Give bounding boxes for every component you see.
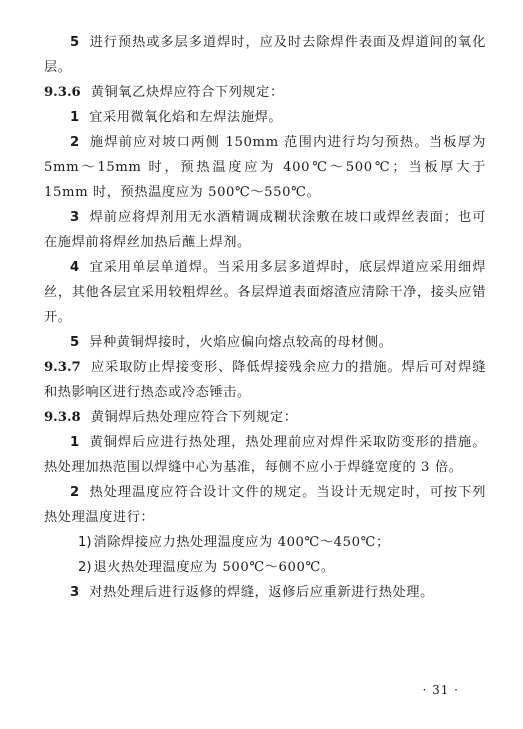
item-paragraph bbox=[44, 130, 486, 205]
paragraph-text: 应采取防止焊接变形、降低焊接残余应力的措施。焊后可对焊缝和热影响区进行热态或冷态锤击。 bbox=[44, 360, 486, 400]
paragraph-text: 异种黄铜焊接时，火焰应偏向熔点较高的母材侧。 bbox=[89, 335, 393, 350]
sub-item-paragraph bbox=[44, 530, 486, 555]
clause-number: 9.3.7 bbox=[44, 360, 81, 375]
item-paragraph bbox=[44, 255, 486, 330]
paragraph-text: 进行预热或多层多道焊时，应及时去除焊件表面及焊道间的氧化层。 bbox=[44, 35, 486, 75]
item-paragraph bbox=[44, 580, 486, 605]
item-number: 1) bbox=[78, 535, 92, 550]
paragraph-text: 热处理温度应符合设计文件的规定。当设计无规定时，可按下列热处理温度进行： bbox=[44, 485, 486, 525]
clause-paragraph bbox=[44, 405, 486, 430]
item-paragraph bbox=[44, 480, 486, 530]
item-number: 2 bbox=[70, 485, 80, 500]
sub-item-paragraph bbox=[44, 555, 486, 580]
page-number: · 31 · bbox=[422, 683, 459, 697]
item-number: 3 bbox=[70, 210, 80, 225]
paragraph-text: 消除焊接应力热处理温度应为 400℃～450℃； bbox=[93, 535, 390, 550]
item-paragraph bbox=[44, 30, 486, 80]
document-body bbox=[44, 30, 486, 605]
clause-number: 9.3.8 bbox=[44, 410, 81, 425]
item-paragraph bbox=[44, 430, 486, 480]
item-number: 4 bbox=[70, 260, 80, 275]
item-number: 2 bbox=[70, 135, 80, 150]
paragraph-text: 宜采用单层单道焊。当采用多层多道焊时，底层焊道应采用细焊丝，其他各层宜采用较粗焊丝。各层焊道表面熔渣应清除干净，接头应错开。 bbox=[44, 260, 486, 325]
paragraph-text: 对热处理后进行返修的焊缝，返修后应重新进行热处理。 bbox=[89, 585, 434, 600]
paragraph-text: 黄铜氧乙炔焊应符合下列规定： bbox=[90, 85, 284, 100]
paragraph-text: 黄铜焊后应进行热处理，热处理前应对焊件采取防变形的措施。热处理加热范围以焊缝中心为基准，每侧不应小于焊缝宽度的 3 倍。 bbox=[44, 435, 486, 475]
clause-paragraph bbox=[44, 80, 486, 105]
item-paragraph bbox=[44, 105, 486, 130]
item-number: 2) bbox=[78, 560, 92, 575]
clause-paragraph bbox=[44, 355, 486, 405]
item-number: 1 bbox=[70, 110, 80, 125]
item-paragraph bbox=[44, 205, 486, 255]
item-number: 3 bbox=[70, 585, 80, 600]
paragraph-text: 施焊前应对坡口两侧 150mm 范围内进行均匀预热。当板厚为 5mm～15mm 时，预热温度应为 400℃～500℃；当板厚大于 15mm 时，预热温度应为 500℃～550℃。 bbox=[44, 135, 486, 200]
paragraph-text: 焊前应将焊剂用无水酒精调成糊状涂敷在坡口或焊丝表面；也可在施焊前将焊丝加热后蘸上焊剂。 bbox=[44, 210, 486, 250]
paragraph-text: 宜采用微氧化焰和左焊法施焊。 bbox=[89, 110, 283, 125]
item-number: 1 bbox=[70, 435, 80, 450]
clause-number: 9.3.6 bbox=[44, 85, 81, 100]
paragraph-text: 黄铜焊后热处理应符合下列规定： bbox=[90, 410, 298, 425]
item-number: 5 bbox=[70, 335, 80, 350]
paragraph-text: 退火热处理温度应为 500℃～600℃。 bbox=[93, 560, 335, 575]
item-number: 5 bbox=[70, 35, 80, 50]
item-paragraph bbox=[44, 330, 486, 355]
